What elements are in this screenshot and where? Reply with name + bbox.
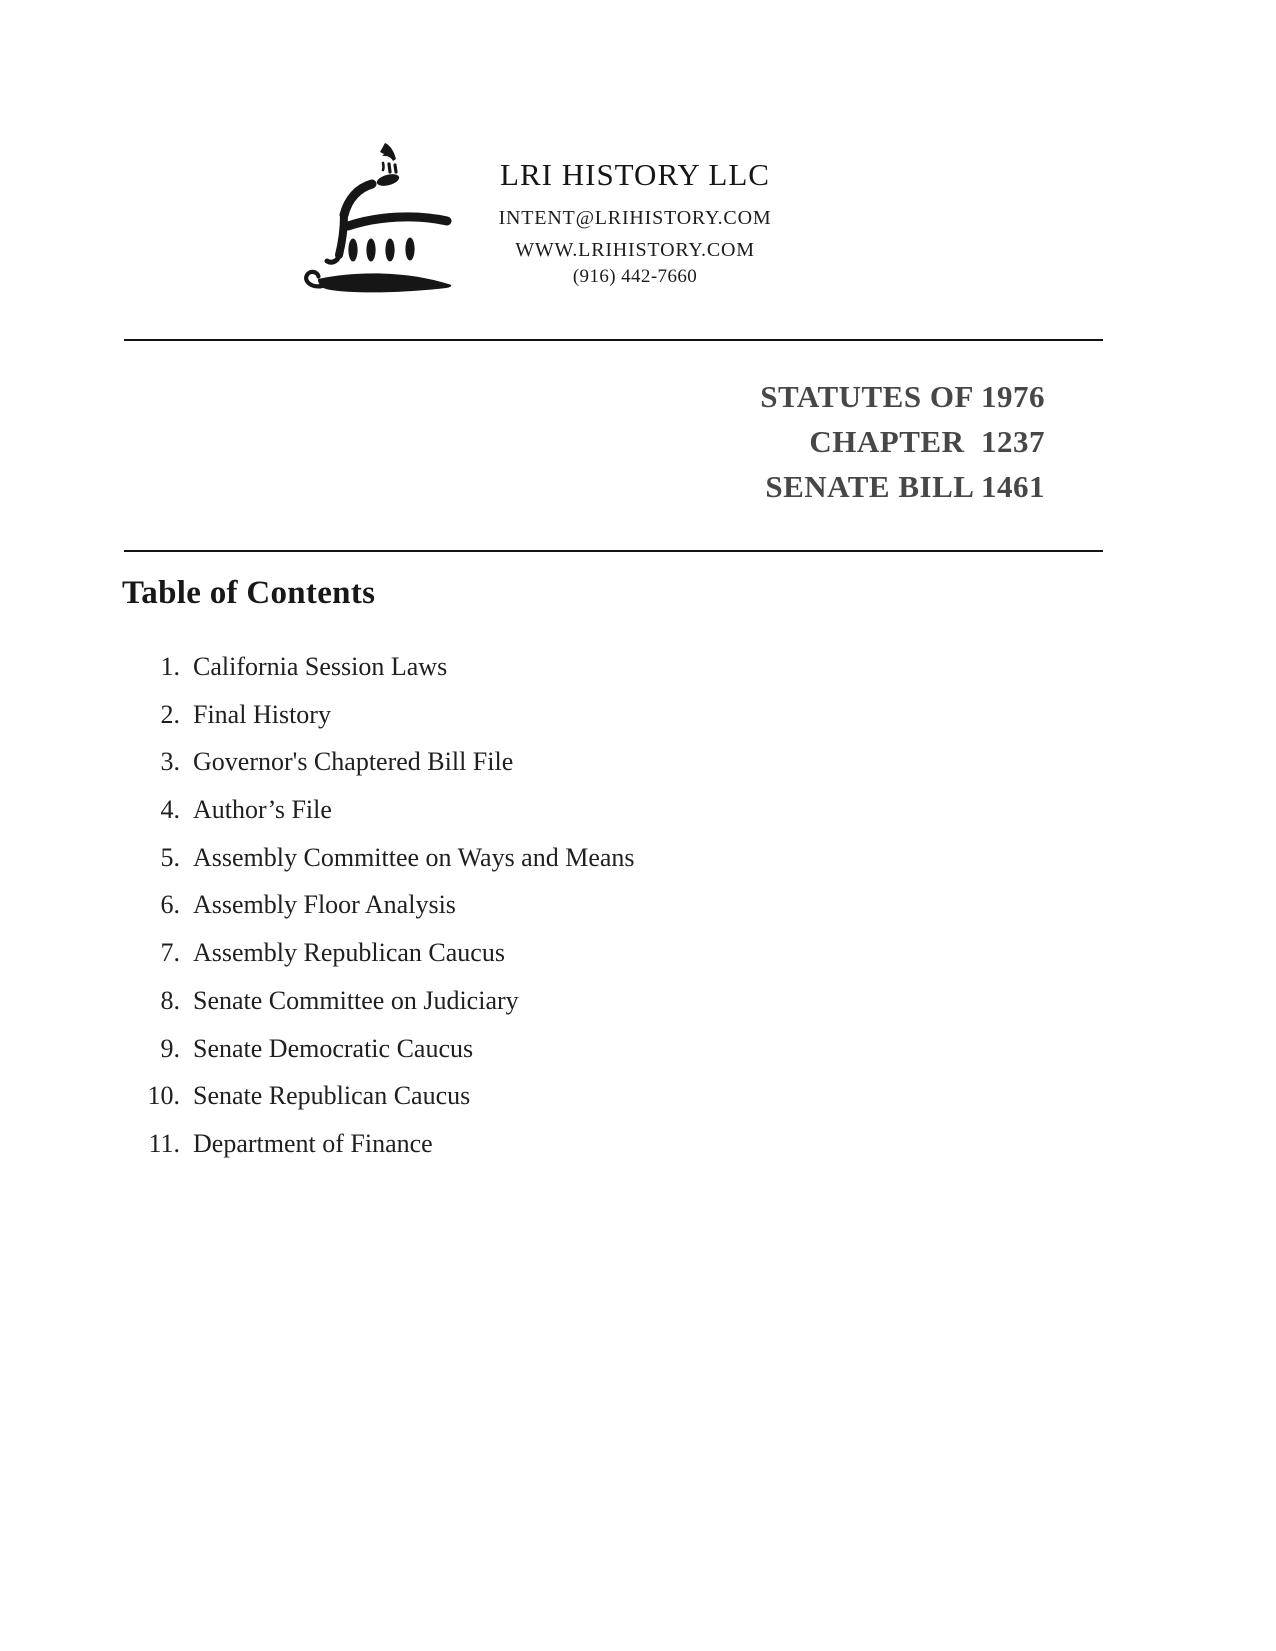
letterhead bbox=[435, 0, 835, 310]
company-phone: (916) 442-7660 bbox=[572, 266, 698, 287]
toc-item-label: Department of Finance bbox=[193, 1128, 433, 1158]
toc-item-number: 7. bbox=[160, 938, 180, 968]
chapter-line: CHAPTER 1237 bbox=[809, 424, 1045, 459]
logo-dome-curve bbox=[344, 184, 372, 215]
toc-item-number: 3. bbox=[160, 747, 180, 777]
case-header bbox=[760, 374, 1045, 509]
toc-item-label: Assembly Committee on Ways and Means bbox=[193, 842, 635, 872]
toc-item-label: Author’s File bbox=[193, 795, 332, 825]
logo-column-3 bbox=[385, 239, 394, 262]
logo-column-2 bbox=[366, 239, 375, 262]
toc-item bbox=[0, 786, 635, 834]
toc-item-number: 6. bbox=[160, 890, 180, 920]
toc-item-number: 4. bbox=[160, 795, 180, 825]
logo-tick-1 bbox=[383, 163, 384, 170]
toc-list bbox=[0, 643, 635, 1168]
toc-item-number: 1. bbox=[160, 652, 180, 681]
divider-top bbox=[124, 339, 1103, 341]
toc-item-label: Senate Democratic Caucus bbox=[193, 1033, 474, 1063]
logo-tick-3 bbox=[395, 165, 396, 172]
toc-item bbox=[0, 929, 635, 977]
toc-item-label: Assembly Floor Analysis bbox=[193, 890, 456, 920]
toc-item-label: Assembly Republican Caucus bbox=[193, 938, 505, 968]
toc-item bbox=[0, 1025, 635, 1073]
divider-bottom bbox=[124, 550, 1103, 552]
toc-item bbox=[0, 977, 635, 1025]
logo-swoosh bbox=[318, 273, 451, 292]
company-name: LRI HISTORY LLC bbox=[500, 157, 770, 192]
logo-dome-foot bbox=[327, 255, 339, 262]
logo-tick-2 bbox=[389, 164, 390, 172]
senate-bill-line: SENATE BILL 1461 bbox=[765, 469, 1045, 504]
toc-item-number: 11. bbox=[148, 1128, 180, 1158]
toc-item bbox=[0, 881, 635, 929]
logo-column-4 bbox=[405, 238, 414, 261]
toc-item-number: 9. bbox=[160, 1033, 180, 1063]
toc-title: Table of Contents bbox=[122, 575, 376, 611]
company-email: INTENT@LRIHISTORY.COM bbox=[498, 207, 772, 229]
toc-item-number: 10. bbox=[147, 1081, 180, 1111]
toc-item bbox=[0, 1120, 635, 1168]
toc-item bbox=[0, 1072, 635, 1120]
statutes-line: STATUTES OF 1976 bbox=[760, 379, 1045, 414]
toc-item-label: California Session Laws bbox=[193, 652, 448, 681]
toc-item-label: Senate Republican Caucus bbox=[193, 1081, 471, 1111]
toc-item bbox=[0, 834, 635, 882]
logo-base-line bbox=[348, 217, 447, 226]
toc-item-label: Governor's Chaptered Bill File bbox=[193, 747, 514, 777]
logo-flag bbox=[380, 143, 396, 161]
logo-dome-side bbox=[339, 215, 344, 255]
logo-column-1 bbox=[348, 239, 357, 262]
toc-item-label: Senate Committee on Judiciary bbox=[193, 985, 519, 1015]
toc-item bbox=[0, 643, 635, 691]
toc-item-number: 8. bbox=[160, 985, 180, 1015]
company-website: WWW.LRIHISTORY.COM bbox=[515, 239, 755, 261]
logo-cupola bbox=[376, 172, 401, 188]
toc-item bbox=[0, 691, 635, 739]
toc-item-label: Final History bbox=[193, 699, 331, 729]
toc-item bbox=[0, 738, 635, 786]
toc-item-number: 2. bbox=[160, 699, 180, 729]
toc-item-number: 5. bbox=[160, 842, 180, 872]
